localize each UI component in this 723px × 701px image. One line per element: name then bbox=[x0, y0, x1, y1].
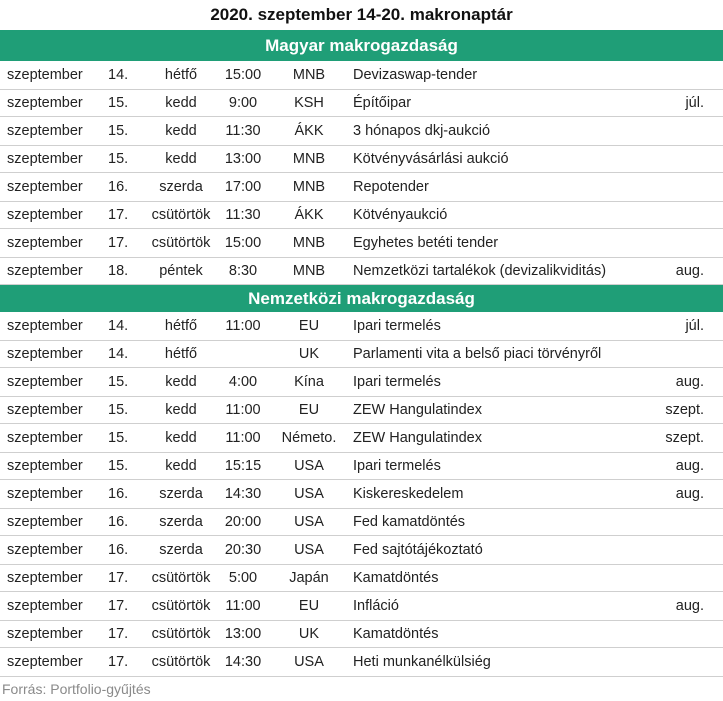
day-cell: 18. bbox=[108, 263, 129, 279]
table-row bbox=[0, 397, 723, 424]
source-cell: EU bbox=[298, 318, 320, 334]
source-cell: Németo. bbox=[281, 430, 337, 446]
weekday-cell: csütörtök bbox=[151, 207, 211, 223]
month-cell: szeptember bbox=[7, 542, 83, 558]
event-cell: Ipari termelés bbox=[353, 318, 441, 334]
source-cell: UK bbox=[298, 626, 320, 642]
source-cell: USA bbox=[294, 514, 324, 530]
time-cell: 20:30 bbox=[224, 542, 262, 558]
source-cell: UK bbox=[298, 346, 320, 362]
month-cell: szeptember bbox=[7, 207, 83, 223]
table-row bbox=[0, 565, 723, 592]
weekday-cell: kedd bbox=[165, 430, 197, 446]
period-cell: aug. bbox=[675, 598, 704, 614]
period-cell: szept. bbox=[665, 430, 704, 446]
source-cell: MNB bbox=[292, 235, 326, 251]
month-cell: szeptember bbox=[7, 151, 83, 167]
weekday-cell: kedd bbox=[165, 402, 197, 418]
time-cell: 14:30 bbox=[224, 486, 262, 502]
event-cell: Kamatdöntés bbox=[353, 626, 439, 642]
weekday-cell: csütörtök bbox=[151, 598, 211, 614]
time-cell: 5:00 bbox=[228, 570, 258, 586]
event-cell: Építőipar bbox=[353, 95, 412, 111]
day-cell: 15. bbox=[108, 430, 129, 446]
time-cell: 11:30 bbox=[225, 207, 261, 223]
event-cell: Fed sajtótájékoztató bbox=[353, 542, 483, 558]
table-row bbox=[0, 536, 723, 565]
source-cell: KSH bbox=[294, 95, 324, 111]
table-row bbox=[0, 453, 723, 480]
day-cell: 15. bbox=[108, 374, 129, 390]
period-cell: júl. bbox=[685, 95, 704, 111]
table-row bbox=[0, 592, 723, 621]
time-cell: 8:30 bbox=[228, 263, 258, 279]
day-cell: 17. bbox=[108, 235, 129, 251]
table-row bbox=[0, 229, 723, 258]
month-cell: szeptember bbox=[7, 263, 83, 279]
source-cell: MNB bbox=[292, 179, 326, 195]
event-cell: Fed kamatdöntés bbox=[353, 514, 466, 530]
month-cell: szeptember bbox=[7, 598, 83, 614]
day-cell: 17. bbox=[108, 207, 129, 223]
table-row bbox=[0, 341, 723, 368]
month-cell: szeptember bbox=[7, 402, 83, 418]
weekday-cell: hétfő bbox=[164, 346, 198, 362]
event-cell: Kiskereskedelem bbox=[353, 486, 464, 502]
period-cell: aug. bbox=[675, 458, 704, 474]
month-cell: szeptember bbox=[7, 514, 83, 530]
month-cell: szeptember bbox=[7, 430, 83, 446]
time-cell: 13:00 bbox=[224, 151, 262, 167]
weekday-cell: szerda bbox=[159, 179, 203, 195]
day-cell: 16. bbox=[108, 486, 129, 502]
day-cell: 16. bbox=[108, 179, 129, 195]
table-row bbox=[0, 621, 723, 648]
weekday-cell: szerda bbox=[159, 542, 203, 558]
time-cell: 13:00 bbox=[224, 626, 262, 642]
time-cell bbox=[222, 341, 264, 367]
day-cell: 16. bbox=[108, 514, 129, 530]
day-cell: 15. bbox=[108, 123, 129, 139]
source-cell: USA bbox=[294, 542, 324, 558]
table-row bbox=[0, 61, 723, 90]
table-row bbox=[0, 368, 723, 397]
time-cell: 4:00 bbox=[228, 374, 258, 390]
month-cell: szeptember bbox=[7, 374, 83, 390]
time-cell: 9:00 bbox=[228, 95, 258, 111]
table-row bbox=[0, 509, 723, 536]
day-cell: 16. bbox=[108, 542, 129, 558]
weekday-cell: csütörtök bbox=[151, 235, 211, 251]
month-cell: szeptember bbox=[7, 346, 83, 362]
day-cell: 15. bbox=[108, 458, 129, 474]
table-row bbox=[0, 480, 723, 509]
time-cell: 15:15 bbox=[224, 458, 262, 474]
month-cell: szeptember bbox=[7, 318, 83, 334]
month-cell: szeptember bbox=[7, 654, 83, 670]
event-cell: Kamatdöntés bbox=[353, 570, 439, 586]
month-cell: szeptember bbox=[7, 570, 83, 586]
weekday-cell: szerda bbox=[159, 514, 203, 530]
month-cell: szeptember bbox=[7, 235, 83, 251]
table-row bbox=[0, 202, 723, 229]
event-cell: ZEW Hangulatindex bbox=[353, 402, 482, 418]
weekday-cell: kedd bbox=[165, 123, 197, 139]
event-cell: Repotender bbox=[353, 179, 429, 195]
source-cell: EU bbox=[298, 402, 320, 418]
event-cell: Devizaswap-tender bbox=[353, 67, 478, 83]
month-cell: szeptember bbox=[7, 67, 83, 83]
source-cell: ÁKK bbox=[294, 207, 324, 223]
event-cell: Parlamenti vita a belső piaci törvényről bbox=[353, 346, 602, 362]
source-cell: USA bbox=[294, 458, 324, 474]
weekday-cell: hétfő bbox=[164, 67, 198, 83]
table-row bbox=[0, 146, 723, 173]
month-cell: szeptember bbox=[7, 123, 83, 139]
day-cell: 17. bbox=[108, 570, 129, 586]
source-cell: USA bbox=[294, 654, 324, 670]
section-header: Magyar makrogazdaság bbox=[0, 30, 723, 61]
event-cell: 3 hónapos dkj-aukció bbox=[353, 123, 491, 139]
day-cell: 15. bbox=[108, 151, 129, 167]
source-cell: ÁKK bbox=[294, 123, 324, 139]
time-cell: 11:00 bbox=[225, 598, 261, 614]
source-footer: Forrás: Portfolio-gyűjtés bbox=[2, 681, 151, 697]
weekday-cell: csütörtök bbox=[151, 570, 211, 586]
day-cell: 14. bbox=[108, 318, 129, 334]
month-cell: szeptember bbox=[7, 458, 83, 474]
weekday-cell: csütörtök bbox=[151, 626, 211, 642]
weekday-cell: kedd bbox=[165, 374, 197, 390]
time-cell: 15:00 bbox=[224, 235, 262, 251]
table-row bbox=[0, 312, 723, 341]
table-row bbox=[0, 173, 723, 202]
event-cell: Infláció bbox=[353, 598, 399, 614]
day-cell: 15. bbox=[108, 95, 129, 111]
event-cell: ZEW Hangulatindex bbox=[353, 430, 482, 446]
time-cell: 20:00 bbox=[224, 514, 262, 530]
calendar-title: 2020. szeptember 14-20. makronaptár bbox=[210, 5, 513, 24]
table-row bbox=[0, 258, 723, 285]
day-cell: 15. bbox=[108, 402, 129, 418]
source-cell: USA bbox=[294, 486, 324, 502]
time-cell: 11:30 bbox=[225, 123, 261, 139]
time-cell: 17:00 bbox=[224, 179, 262, 195]
source-cell: Kína bbox=[294, 374, 324, 390]
day-cell: 14. bbox=[108, 67, 129, 83]
month-cell: szeptember bbox=[7, 486, 83, 502]
section-header: Nemzetközi makrogazdaság bbox=[0, 285, 723, 312]
weekday-cell: csütörtök bbox=[151, 654, 211, 670]
weekday-cell: péntek bbox=[159, 263, 203, 279]
weekday-cell: kedd bbox=[165, 458, 197, 474]
time-cell: 11:00 bbox=[225, 402, 261, 418]
day-cell: 17. bbox=[108, 626, 129, 642]
event-cell: Nemzetközi tartalékok (devizalikviditás) bbox=[353, 263, 607, 279]
event-cell: Egyhetes betéti tender bbox=[353, 235, 499, 251]
period-cell: aug. bbox=[675, 263, 704, 279]
time-cell: 15:00 bbox=[224, 67, 262, 83]
source-cell: EU bbox=[298, 598, 320, 614]
month-cell: szeptember bbox=[7, 95, 83, 111]
weekday-cell: kedd bbox=[165, 95, 197, 111]
day-cell: 17. bbox=[108, 598, 129, 614]
source-cell: MNB bbox=[292, 151, 326, 167]
time-cell: 14:30 bbox=[224, 654, 262, 670]
source-cell: MNB bbox=[292, 67, 326, 83]
day-cell: 14. bbox=[108, 346, 129, 362]
table-row bbox=[0, 424, 723, 453]
period-cell: aug. bbox=[675, 486, 704, 502]
source-cell: Japán bbox=[289, 570, 329, 586]
time-cell: 11:00 bbox=[225, 318, 261, 334]
weekday-cell: szerda bbox=[159, 486, 203, 502]
period-cell: szept. bbox=[665, 402, 704, 418]
event-cell: Kötvényvásárlási aukció bbox=[353, 151, 509, 167]
event-cell: Kötvényaukció bbox=[353, 207, 448, 223]
month-cell: szeptember bbox=[7, 626, 83, 642]
day-cell: 17. bbox=[108, 654, 129, 670]
weekday-cell: hétfő bbox=[164, 318, 198, 334]
weekday-cell: kedd bbox=[165, 151, 197, 167]
event-cell: Ipari termelés bbox=[353, 374, 441, 390]
period-cell: júl. bbox=[685, 318, 704, 334]
time-cell: 11:00 bbox=[225, 430, 261, 446]
table-row bbox=[0, 117, 723, 146]
event-cell: Heti munkanélkülsiég bbox=[353, 654, 491, 670]
period-cell: aug. bbox=[675, 374, 704, 390]
calendar-table bbox=[0, 30, 723, 677]
table-row bbox=[0, 90, 723, 117]
event-cell: Ipari termelés bbox=[353, 458, 441, 474]
month-cell: szeptember bbox=[7, 179, 83, 195]
source-cell: MNB bbox=[292, 263, 326, 279]
